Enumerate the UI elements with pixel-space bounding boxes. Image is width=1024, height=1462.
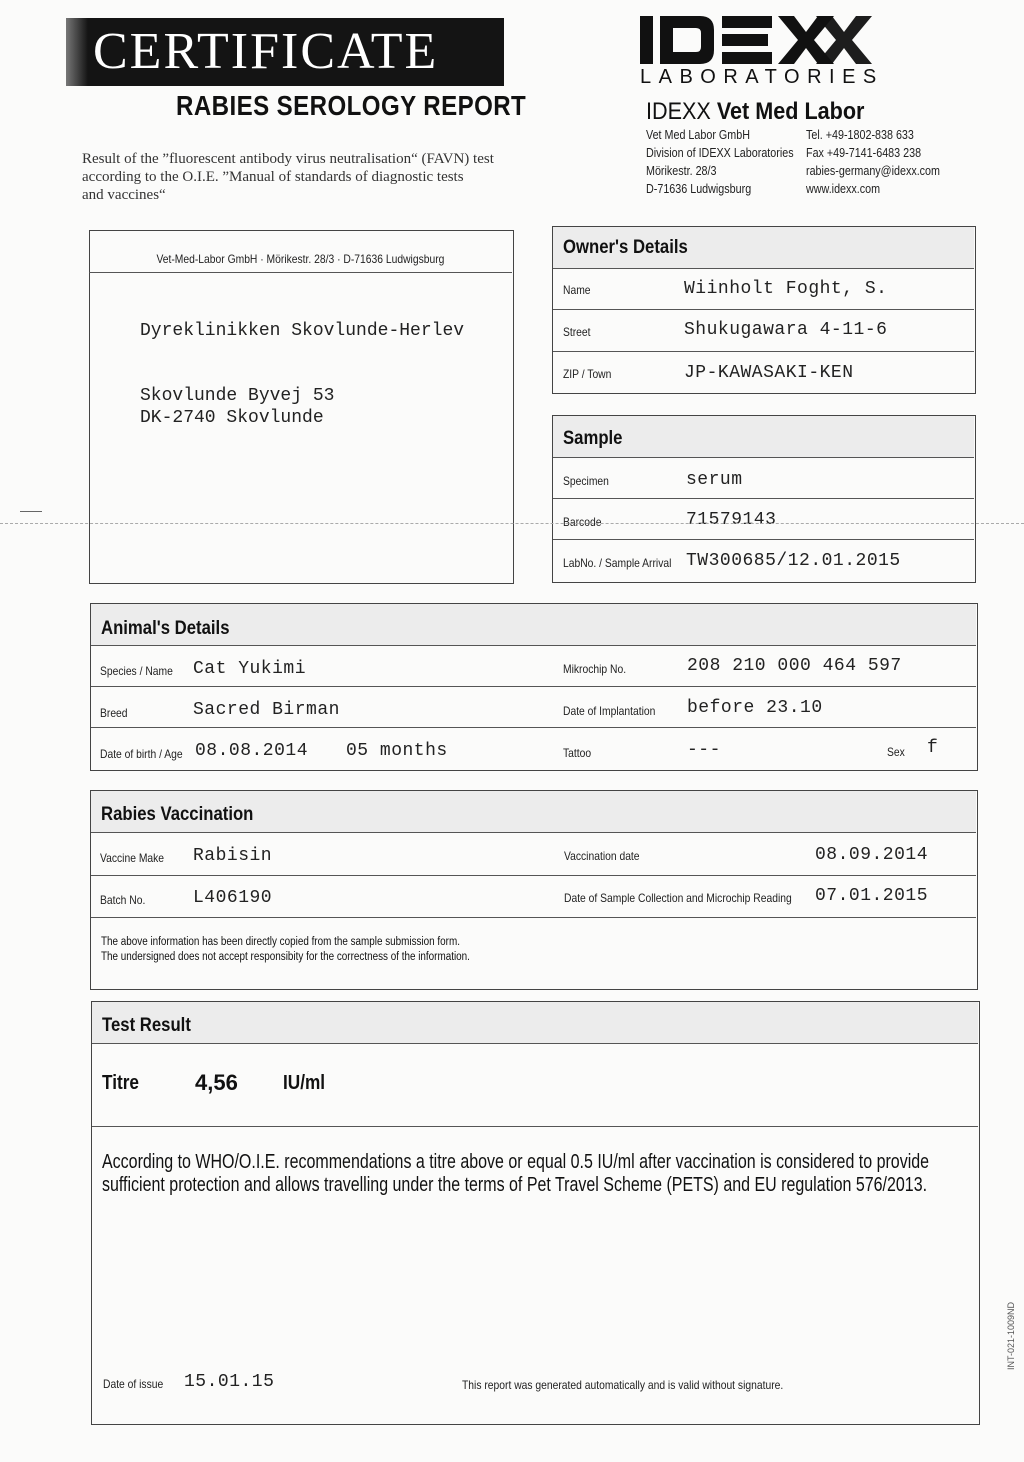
owner-details-heading: Owner's Details <box>553 227 974 269</box>
specimen-value: serum <box>686 470 743 490</box>
breed-value: Sacred Birman <box>193 700 340 720</box>
lab-contact: Tel. +49-1802-838 633 Fax +49-7141-6483 238 rabies-germany@idexx.com www.idexx.com <box>806 128 940 196</box>
lab-name: IDEXX Vet Med Labor <box>646 98 865 125</box>
certificate-title: CERTIFICATE <box>93 23 439 80</box>
vaccine-make-value: Rabisin <box>193 846 273 866</box>
labno-label: LabNo. / Sample Arrival <box>563 556 672 570</box>
result-statement-1: According to WHO/O.I.E. recommendations a titre above or equal 0.5 IU/ml after vaccination is considered to provide <box>102 1151 930 1173</box>
vaccine-make-label: Vaccine Make <box>100 851 165 865</box>
form-code: INT-021-1009ND <box>1006 1301 1016 1370</box>
owner-street-label: Street <box>563 325 591 339</box>
test-result-heading: Test Result <box>92 1002 978 1044</box>
collection-date-label: Date of Sample Collection and Microchip Reading <box>564 891 792 905</box>
vaccination-heading: Rabies Vaccination <box>91 791 976 833</box>
age-value: 05 months <box>346 741 448 761</box>
disclaimer-1: The above information has been directly copied from the sample submission form. <box>101 936 460 948</box>
result-statement-2: sufficient protection and allows travelling under the terms of Pet Travel Scheme (PETS) and EU regulation 576/2013. <box>102 1174 928 1196</box>
implantation-label: Date of Implantation <box>563 704 656 718</box>
sender-line: Vet-Med-Labor GmbH · Mörikestr. 28/3 · D-71636 Ludwigsburg <box>89 248 512 273</box>
batch-value: L406190 <box>193 888 273 908</box>
sample-heading: Sample <box>553 416 974 458</box>
owner-zip-label: ZIP / Town <box>563 367 612 381</box>
animal-details-heading: Animal's Details <box>91 604 976 646</box>
microchip-label: Mikrochip No. <box>563 662 627 676</box>
owner-zip: JP-KAWASAKI-KEN <box>684 363 854 383</box>
species-value: Cat Yukimi <box>193 659 307 679</box>
auto-generated-note: This report was generated automatically and is valid without signature. <box>462 1378 784 1392</box>
tattoo-label: Tattoo <box>563 746 592 760</box>
fold-mark <box>20 511 42 512</box>
sex-value: f <box>927 738 939 758</box>
tattoo-value: --- <box>687 740 721 760</box>
recipient-street: Skovlunde Byvej 53 <box>140 386 335 406</box>
disclaimer-2: The undersigned does not accept responsibity for the correctness of the information. <box>101 951 470 963</box>
species-label: Species / Name <box>100 664 173 678</box>
barcode-label: Barcode <box>563 515 602 529</box>
vaccination-date-value: 08.09.2014 <box>815 845 929 865</box>
recipient-address-box <box>89 230 514 584</box>
intro-text: Result of the ”fluorescent antibody virus neutralisation“ (FAVN) test according to the O.I.E. ”Manual of standards of diagnostic tests and vaccines“ <box>82 151 494 203</box>
sex-label: Sex <box>887 745 905 759</box>
issue-date-value: 15.01.15 <box>184 1372 275 1392</box>
issue-date-label: Date of issue <box>103 1377 164 1391</box>
recipient-city: DK-2740 Skovlunde <box>140 408 324 428</box>
owner-name: Wiinholt Foght, S. <box>684 279 888 299</box>
report-title: RABIES SEROLOGY REPORT <box>176 90 527 121</box>
recipient-name: Dyreklinikken Skovlunde-Herlev <box>140 321 465 341</box>
barcode-value: 71579143 <box>686 510 777 530</box>
titre-value: 4,56 <box>195 1070 238 1095</box>
dob-label: Date of birth / Age <box>100 747 183 761</box>
idexx-logo <box>640 16 872 64</box>
specimen-label: Specimen <box>563 474 609 488</box>
breed-label: Breed <box>100 706 128 720</box>
owner-street: Shukugawara 4-11-6 <box>684 320 888 340</box>
vaccination-date-label: Vaccination date <box>564 849 640 863</box>
batch-label: Batch No. <box>100 893 146 907</box>
labno-value: TW300685/12.01.2015 <box>686 551 901 571</box>
titre-unit: IU/ml <box>283 1072 326 1094</box>
titre-label: Titre <box>102 1072 139 1094</box>
microchip-value: 208 210 000 464 597 <box>687 656 902 676</box>
owner-name-label: Name <box>563 283 591 297</box>
collection-date-value: 07.01.2015 <box>815 886 929 906</box>
dob-value: 08.08.2014 <box>195 741 309 761</box>
laboratories-wordmark: LABORATORIES <box>640 66 884 88</box>
lab-address: Vet Med Labor GmbH Division of IDEXX Laboratories Mörikestr. 28/3 D-71636 Ludwigsburg <box>646 128 794 196</box>
fold-line <box>0 523 1024 524</box>
test-result-box <box>91 1001 980 1425</box>
implantation-value: before 23.10 <box>687 698 823 718</box>
